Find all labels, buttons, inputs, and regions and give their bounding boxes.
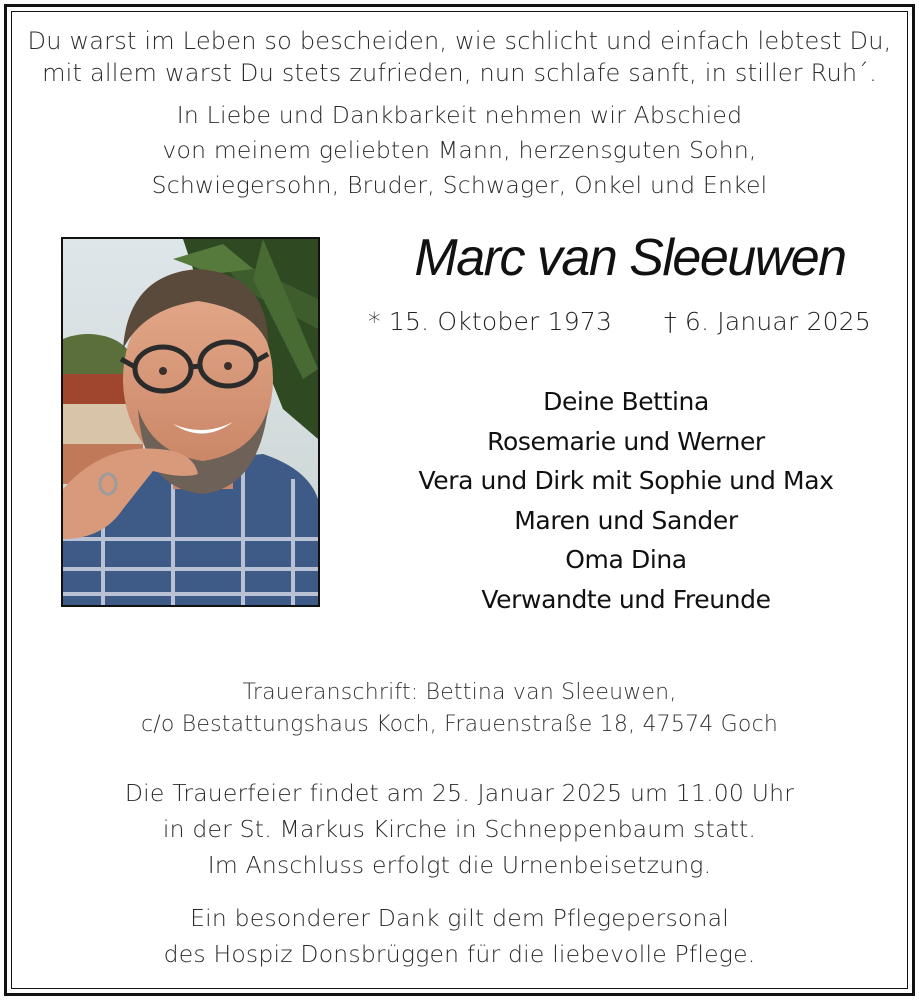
- portrait-photo: [61, 237, 320, 607]
- thanks-line-1: Ein besonderer Dank gilt dem Pflegepersonal: [190, 904, 729, 932]
- deceased-name: Marc van Sleeuwen: [414, 229, 846, 287]
- mourners-list: [360, 382, 892, 619]
- verse: [0, 25, 919, 89]
- mourner-line: Deine Bettina: [543, 387, 709, 416]
- thanks-note: [0, 900, 919, 972]
- ceremony-line-2: in der St. Markus Kirche in Schneppenbaum statt.: [162, 815, 757, 843]
- verse-line-1: Du warst im Leben so bescheiden, wie schlicht und einfach lebtest Du,: [27, 27, 892, 55]
- mourner-line: Vera und Dirk mit Sophie und Max: [418, 466, 834, 495]
- thanks-line-2: des Hospiz Donsbrüggen für die liebevolle Pflege.: [163, 940, 756, 968]
- death-date: † 6. Januar 2025: [664, 307, 871, 336]
- intro-line-1: In Liebe und Dankbarkeit nehmen wir Abschied: [176, 101, 743, 129]
- mourner-line: Rosemarie und Werner: [487, 426, 765, 456]
- address-line-1: Traueranschrift: Bettina van Sleeuwen,: [242, 680, 677, 705]
- farewell-intro: [0, 98, 919, 203]
- intro-line-2: von meinem geliebten Mann, herzensguten Sohn,: [162, 136, 757, 164]
- birth-date: * 15. Oktober 1973: [368, 307, 613, 336]
- mourner-line: Maren und Sander: [514, 505, 738, 535]
- intro-line-3: Schwiegersohn, Bruder, Schwager, Onkel und Enkel: [151, 171, 768, 199]
- ceremony-line-3: Im Anschluss erfolgt die Urnenbeisetzung.: [207, 851, 712, 879]
- address-line-2: c/o Bestattungshaus Koch, Frauenstraße 18, 47574 Goch: [140, 712, 779, 737]
- mourner-line: Oma Dina: [565, 545, 687, 574]
- ceremony-info: [0, 775, 919, 883]
- mourning-address: [0, 677, 919, 741]
- mourner-line: Verwandte und Freunde: [481, 584, 771, 614]
- ceremony-line-1: Die Trauerfeier findet am 25. Januar 2025 um 11.00 Uhr: [124, 779, 795, 807]
- verse-line-2: mit allem warst Du stets zufrieden, nun schlafe sanft, in stiller Ruh´.: [42, 59, 877, 87]
